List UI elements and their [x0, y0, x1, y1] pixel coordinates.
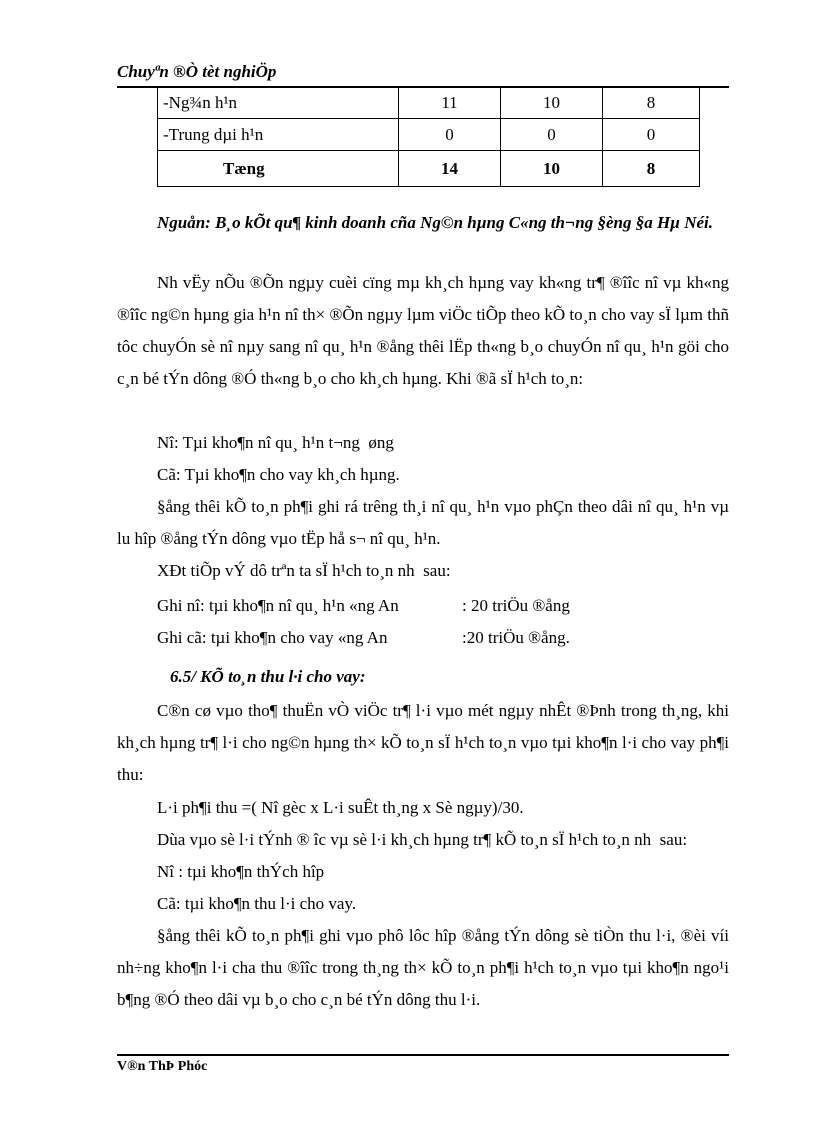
table-cell: 0 — [501, 119, 603, 151]
paragraph-interest: C®n cø vµo tho¶ thuËn vÒ viÖc tr¶ l·i vµo mét ngµy nhÊt ®Þnh trong th¸ng, khi kh¸ch hµng tr¶ l·i cho ng©n hµng th× kÕ to¸n sÏ h¹ch to¸n vµo tµi kho¶n l·i cho vay ph¶i thu: — [117, 701, 729, 784]
table-cell: 0 — [399, 119, 501, 151]
entry-credit-amount: :20 triÖu ®ång. — [462, 628, 570, 647]
table-cell: 8 — [603, 87, 700, 119]
table-row — [158, 87, 700, 119]
paragraph-overdue: Nh vËy nÕu ®Õn ngµy cuèi cïng mµ kh¸ch hµng vay kh«ng tr¶ ®îîc nî vµ kh«ng ®îîc ng©n hµng gia h¹n nî th× ®Õn ngµy lµm viÖc tiÕp theo kÕ to¸n cho vay sÏ lµm thñ tôc chuyÓn sè nî nµy sang nî qu¸ h¹n ®ång thêi lËp th«ng b¸o chuyÓn nî qu¸ h¹n göi cho c¸n bé tÝn dông ®Ó th«ng b¸o cho kh¸ch hµng. Khi ®ã sÏ h¹ch to¸n: — [117, 273, 729, 388]
table-cell-label: -Ng¾n h¹n — [158, 87, 399, 119]
entry-credit-label: Ghi cã: tµi kho¶n cho vay «ng An — [157, 628, 388, 647]
section-heading: 6.5/ KÕ to¸n thu l·i cho vay: — [170, 667, 366, 686]
entry-debit-amount: : 20 triÖu ®ång — [462, 596, 570, 615]
paragraph-offbalance: §ång thêi kÕ to¸n ph¶i ghi vµo phô lôc hîp ®ång tÝn dông sè tiÒn thu l·i, ®èi víi nh÷ng kho¶n l·i cha thu ®îîc trong th¸ng th× kÕ to¸n ph¶i h¹ch to¸n vµo tµi kho¶n ngo¹i b¶ng ®Ó theo dâi vµ b¸o cho c¸n bé tÝn dông thu l·i. — [117, 926, 729, 1009]
paragraph-example: XÐt tiÕp vÝ dô trªn ta sÏ h¹ch to¸n nh sau: — [157, 561, 451, 580]
table-cell: 0 — [603, 119, 700, 151]
summary-table — [157, 86, 700, 187]
table-total-cell: 8 — [603, 151, 700, 187]
page-header-title: Chuyªn ®Ò tèt nghiÖp — [117, 62, 277, 81]
entry-credit-1: Cã: Tµi kho¶n cho vay kh¸ch hµng. — [157, 465, 400, 484]
table-cell: 11 — [399, 87, 501, 119]
footer-rule — [117, 1054, 729, 1056]
interest-formula: L·i ph¶i thu =( Nî gèc x L·i suÊt th¸ng x Sè ngµy)/30. — [157, 798, 524, 817]
footer-author: V®n ThÞ Phóc — [117, 1059, 208, 1074]
table-total-cell: 14 — [399, 151, 501, 187]
entry-debit-2: Nî : tµi kho¶n thÝch hîp — [157, 862, 325, 881]
paragraph-record: §ång thêi kÕ to¸n ph¶i ghi rá trêng th¸i nî qu¸ h¹n vµo phÇn theo dâi nî qu¸ h¹n vµ lu hîp ®ång tÝn dông vµo tËp hå s¬ nî qu¸ h¹n. — [117, 497, 729, 548]
entry-credit-2: Cã: tµi kho¶n thu l·i cho vay. — [157, 894, 357, 913]
table-row — [158, 119, 700, 151]
table-total-label: Tæng — [158, 151, 399, 187]
table-cell: 10 — [501, 87, 603, 119]
paragraph-interest-entry: Dùa vµo sè l·i tÝnh ® îc vµ sè l·i kh¸ch hµng tr¶ kÕ to¸n sÏ h¹ch to¸n nh sau: — [157, 830, 688, 849]
table-total-cell: 10 — [501, 151, 603, 187]
entry-debit-label: Ghi nî: tµi kho¶n nî qu¸ h¹n «ng An — [157, 596, 399, 615]
entry-debit-1: Nî: Tµi kho¶n nî qu¸ h¹n t¬ng øng — [157, 433, 394, 452]
table-source-note: Nguån: B¸o kÕt qu¶ kinh doanh cña Ng©n hµng C«ng th¬ng §èng §a Hµ Néi. — [157, 213, 714, 232]
table-total-row — [158, 151, 700, 187]
entry-debit-example — [157, 590, 570, 622]
table-cell-label: -Trung dµi h¹n — [158, 119, 399, 151]
entry-credit-example — [157, 622, 570, 654]
